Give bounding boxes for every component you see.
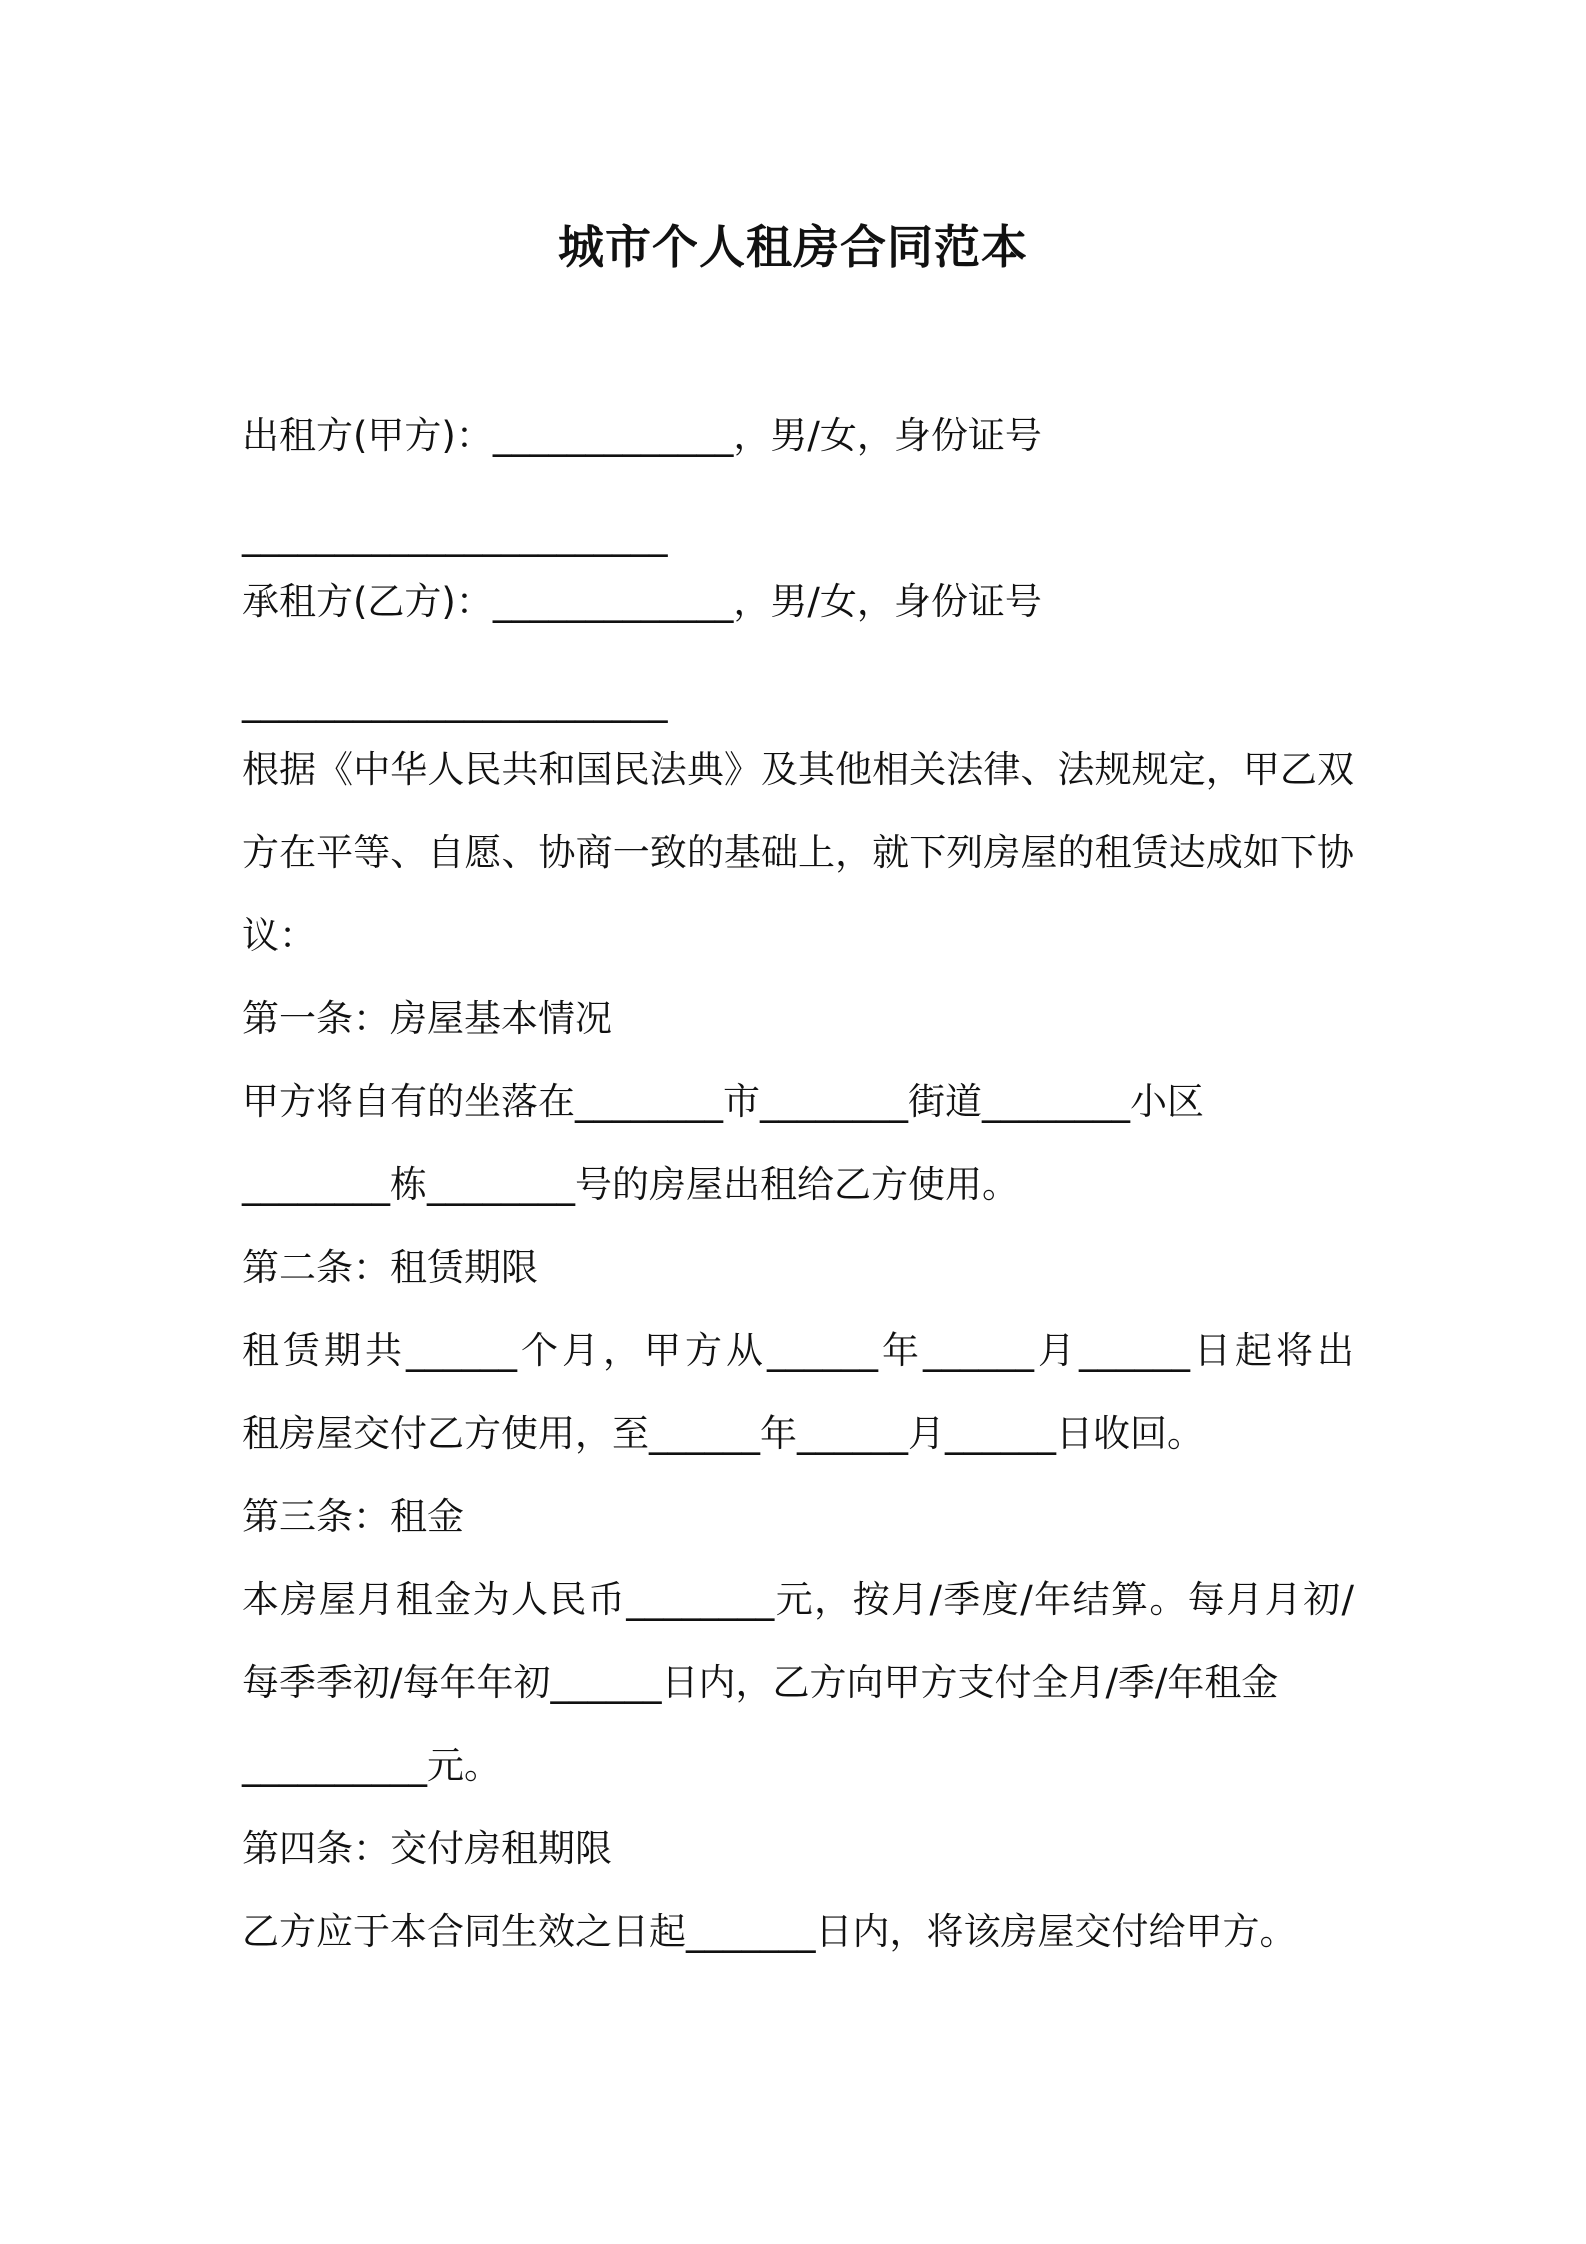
article-2-line-1: 租赁期共______个月，甲方从______年______月______日起将出: [242, 1329, 1354, 1372]
article-2-line-2: 租房屋交付乙方使用，至______年______月______日收回。: [242, 1412, 1204, 1455]
article-3-line-1: 本房屋月租金为人民币________元，按月/季度/年结算。每月月初/: [242, 1578, 1354, 1621]
article-3-line-2: 每季季初/每年年初______日内，乙方向甲方支付全月/季/年租金: [242, 1661, 1279, 1704]
article-4-line-1: 乙方应于本合同生效之日起_______日内，将该房屋交付给甲方。: [242, 1910, 1297, 1953]
article-1-line-2: ________栋________号的房屋出租给乙方使用。: [242, 1163, 1019, 1206]
article-1-line-1: 甲方将自有的坐落在________市________街道________小区: [242, 1080, 1204, 1123]
article-4-heading: 第四条：交付房租期限: [242, 1827, 612, 1870]
preamble-line-2: 方在平等、自愿、协商一致的基础上，就下列房屋的租赁达成如下协: [242, 831, 1354, 874]
lessor-line: 出租方(甲方)：_____________，男/女，身份证号: [242, 414, 1042, 457]
article-3-heading: 第三条：租金: [242, 1495, 464, 1538]
preamble-line-1: 根据《中华人民共和国民法典》及其他相关法律、法规规定，甲乙双: [242, 748, 1354, 791]
article-3-line-3: __________元。: [242, 1744, 501, 1787]
article-1-heading: 第一条：房屋基本情况: [242, 997, 612, 1040]
preamble-line-3: 议：: [242, 914, 316, 957]
lessor-id-blank: _______________________: [242, 514, 668, 557]
article-2-heading: 第二条：租赁期限: [242, 1246, 538, 1289]
document-title: 城市个人租房合同范本: [558, 220, 1028, 274]
lessee-line: 承租方(乙方)：_____________，男/女，身份证号: [242, 580, 1042, 623]
lessee-id-blank: _______________________: [242, 680, 668, 723]
